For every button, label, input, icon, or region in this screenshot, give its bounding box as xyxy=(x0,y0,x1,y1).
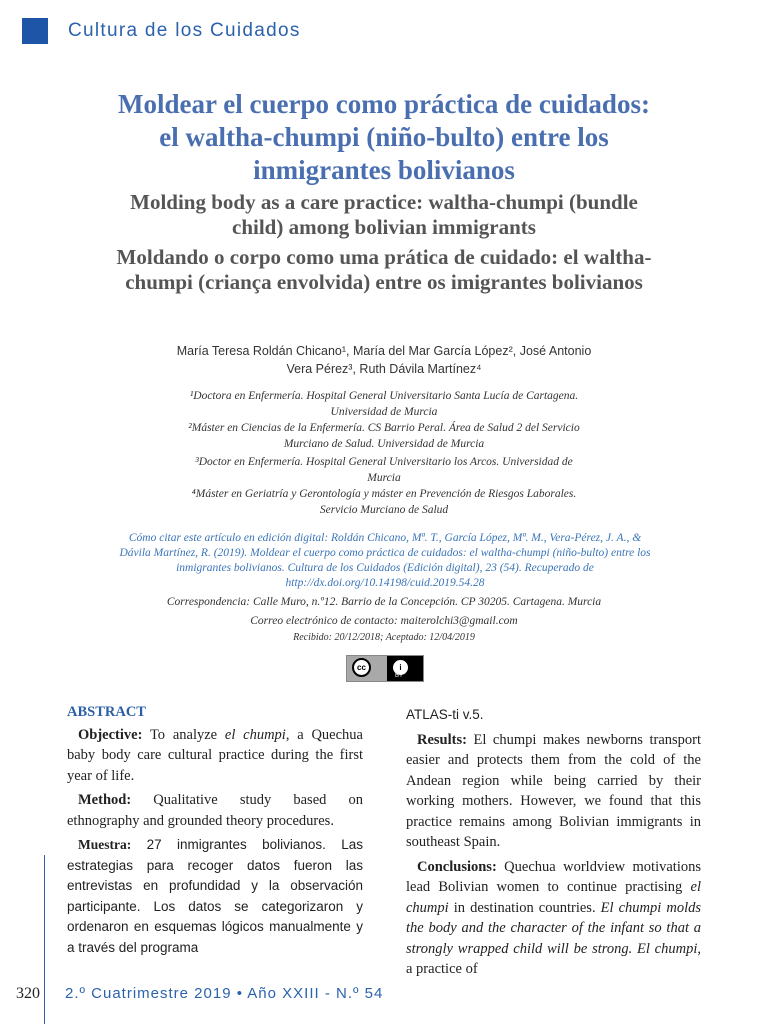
method-label: Method: xyxy=(78,792,132,808)
correspondence-address: Correspondencia: Calle Muro, n.º12. Barrio de la Concepción. CP 30205. Cartagena. Murcia xyxy=(166,596,602,608)
conclusions-text-3: , a practice of xyxy=(406,940,701,977)
conclusions-paragraph xyxy=(406,857,701,980)
objective-paragraph xyxy=(67,725,363,787)
abstract-left-column xyxy=(67,702,363,962)
journal-logo-square xyxy=(22,18,48,44)
citation-link[interactable]: Cómo citar este artículo en edición digital: Roldán Chicano, Mª. T., García López, Mª. M., Vera-Pérez, J. A., & Dávila Martínez, R. (2019). Moldear el cuerpo como práctica de cuidados: el waltha-chumpi (niño-bulto) entre los inmigrantes bolivianos. Cultura de los Cuidados (Edición digital), 23 (54). Recuperado de http://dx.doi.org/10.14198/cuid.2019.54.28 xyxy=(119,532,651,589)
abstract-right-column xyxy=(406,705,701,984)
affiliation-4: ⁴Máster en Geriatría y Gerontología y máster en Prevención de Riesgos Laborales. Servicio Murciano de Salud xyxy=(191,488,577,516)
creative-commons-icon: cc xyxy=(352,658,371,677)
affiliation-3: ³Doctor en Enfermería. Hospital General Universitario los Arcos. Universidad de Murcia xyxy=(195,456,573,484)
article-title-english: Molding body as a care practice: waltha-chumpi (bundle child) among bolivian immigrants xyxy=(130,190,638,239)
affiliation-2: ²Máster en Ciencias de la Enfermería. CS Barrio Peral. Área de Salud 2 del Servicio Murciano de Salud. Universidad de Murcia xyxy=(188,422,580,450)
article-title-spanish: Moldear el cuerpo como práctica de cuidados: el waltha-chumpi (niño-bulto) entre los inmigrantes bolivianos xyxy=(118,89,650,185)
cc-by-license-badge[interactable] xyxy=(346,655,424,682)
objective-label: Objective: xyxy=(78,726,143,743)
journal-title: Cultura de los Cuidados xyxy=(68,20,301,41)
muestra-text: 27 inmigrantes bolivianos. Las estrategias para recoger datos fueron las entrevistas en profundidad y la observación participante. Los datos se categorizaron y ordenaron en esquemas lógicos manualmente y a través del programa xyxy=(67,837,363,955)
results-text: El chumpi makes newborns transport easier and protects them from the cold of the Andean region while being carried by their working mothers. However, we found that this practice remains among Bolivian immigrants in southeast Spain. xyxy=(406,731,701,850)
issue-info: 2.º Cuatrimestre 2019 • Año XXIII - N.º 54 xyxy=(65,985,384,1002)
received-accepted-dates: Recibido: 20/12/2018; Aceptado: 12/04/2019 xyxy=(293,632,475,643)
conclusions-label: Conclusions: xyxy=(417,858,497,875)
muestra-continuation: ATLAS-ti v.5. xyxy=(406,707,484,722)
method-text: Qualitative study based on ethnography and grounded theory procedures. xyxy=(67,792,363,829)
muestra-paragraph xyxy=(67,835,363,958)
abstract-heading: ABSTRACT xyxy=(67,704,146,720)
objective-italic: el chumpi xyxy=(224,726,286,743)
author-list: María Teresa Roldán Chicano¹, María del Mar García López², José Antonio Vera Pérez³, Ruth Dávila Martínez⁴ xyxy=(176,344,592,376)
affiliation-1: ¹Doctora en Enfermería. Hospital General Universitario Santa Lucía de Cartagena. Universidad de Murcia xyxy=(189,390,579,418)
conclusions-italic-1: el chumpi xyxy=(406,879,701,916)
results-paragraph xyxy=(406,730,701,853)
objective-text-2: , a Quechua baby body care cultural practice during the first year of life. xyxy=(67,726,363,784)
contact-email[interactable]: Correo electrónico de contacto: maiterolchi3@gmail.com xyxy=(250,615,518,627)
attribution-person-icon: i xyxy=(391,658,410,677)
article-title-portuguese: Moldando o corpo como uma prática de cuidado: el waltha-chumpi (criança envolvida) entre os imigrantes bolivianos xyxy=(116,245,652,294)
conclusions-text-1: Quechua worldview motivations lead Bolivian women to continue practising xyxy=(406,858,701,895)
objective-text-1: To analyze xyxy=(142,726,225,743)
conclusions-text-2: in destination countries. xyxy=(448,899,601,916)
results-label: Results: xyxy=(417,731,467,748)
footer-vertical-rule xyxy=(44,855,45,1024)
conclusions-italic-2: El chumpi molds the body and the character of the infant so that a strongly wrapped child will be strong. El chumpi xyxy=(406,899,702,957)
by-label: BY xyxy=(395,673,404,679)
muestra-label: Muestra: xyxy=(78,837,132,852)
method-paragraph xyxy=(67,790,363,831)
page-number: 320 xyxy=(16,985,40,1002)
